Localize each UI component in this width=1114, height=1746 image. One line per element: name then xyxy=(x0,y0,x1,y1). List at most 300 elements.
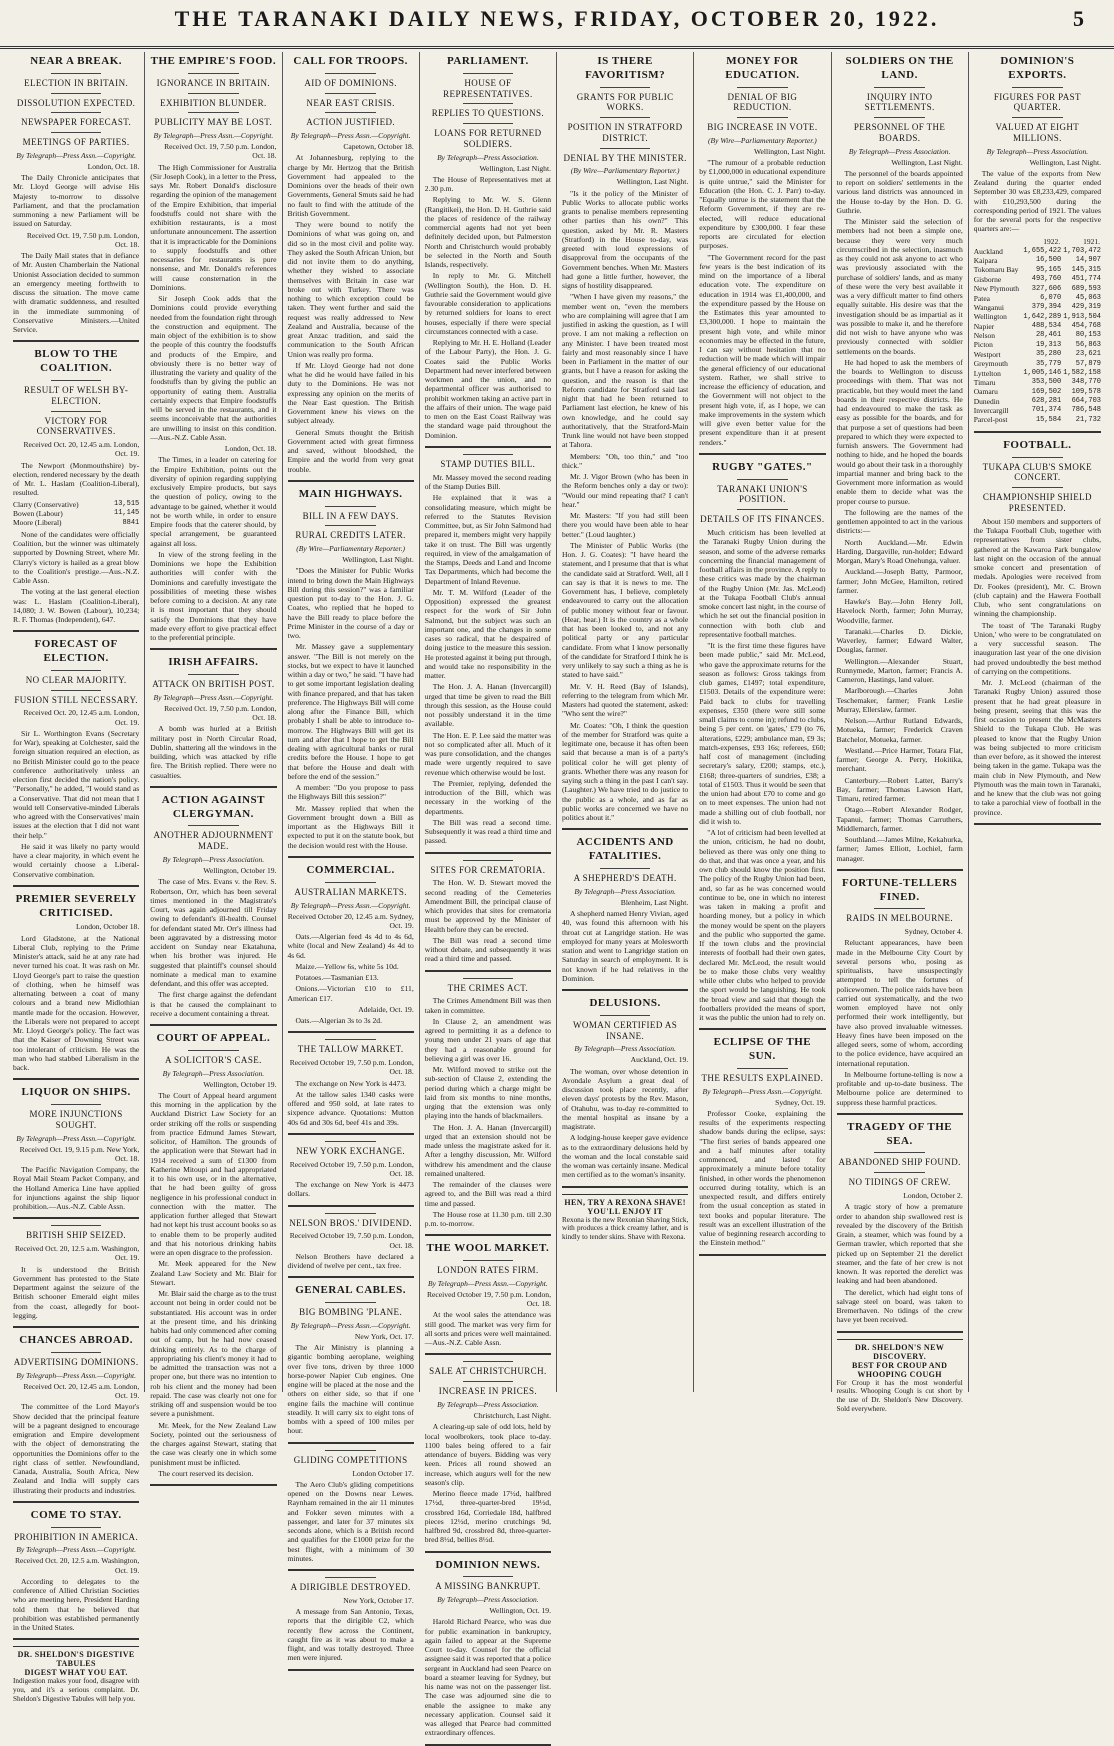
divider-rule xyxy=(51,1104,102,1105)
wire-credit: By Telegraph—Press Assn.—Copyright. xyxy=(16,1133,136,1143)
paragraph: "A lot of criticism had been levelled at the union, criticism, he had no doubt, believed as there was only one thing to do that, and that was once a year, and his own club should know the position first. The policy of the Rugby Union had been, and, so far as he was concerned would continue to be, one in which no interest was taken in making a profit and hoarding money, but a policy in which the money would be spent on the players and the public who supported the game. If the town clubs and the provincial interests of football had their own gates, declared Mr. McLeod, the result would be to make those clubs very wealthy while other clubs who helped to provide the sport would be languishing. He took the broad view and said that though the footballers provided the means of sport, it was the public the union had to rely on. xyxy=(699,828,826,1023)
article-headline: ACCIDENTS AND FATALITIES. xyxy=(576,836,674,863)
article-subheading: DETAILS OF ITS FINANCES. xyxy=(700,514,825,525)
table-cell: 1,655,422 xyxy=(1023,247,1062,255)
paragraph: "When I have given my reasons," the member went on, "even the members who are complaining will agree that I am justified in asking the question, as I will prove. I am not making a reflection on any Minister. I have been treated most fairly and most reasonably since I have been in Parliament in the matter of our grants, but I have a reason for asking the question, and the reason is that the Reform candidate for Stratford said last night that had he been returned to Parliament last election, he knew of his own knowledge, and he could say authoritatively, that the Stratford-Main Trunk line would not have been stopped at Tahora. xyxy=(562,292,689,450)
divider-rule xyxy=(51,380,102,381)
wire-credit: (By Wire—Parliamentary Reporter.) xyxy=(570,166,680,176)
article-subheading: PERSONNEL OF THE BOARDS. xyxy=(853,122,946,143)
divider-rule xyxy=(737,509,788,510)
paragraph: None of the candidates were officially Coalition, but the winner was ultimately supported by Downing Street, where Mr. Clarry's victory is hailed as a great blow to the Coalition's prestige.—Aus.-N.Z. Cable Assn. xyxy=(13,529,140,585)
article xyxy=(13,55,139,342)
divider-rule xyxy=(325,525,376,526)
paragraph: He said it was likely no party would have a clear majority, in which event he would certainly choose a Liberal-Conservative combination. xyxy=(13,841,140,879)
article xyxy=(837,55,963,871)
divider-rule xyxy=(51,132,102,133)
dateline: Adelaide, Oct. 19. xyxy=(358,1004,414,1014)
article-separator xyxy=(425,852,551,854)
article-separator xyxy=(288,1569,414,1571)
article-subheading: ABANDONED SHIP FOUND. xyxy=(838,1157,961,1168)
paragraph: "Does the Minister for Public Works intend to bring down the Main Highways Bill during this session?" was a familiar question put to-day to the Hon. J. G. Coates, who replied that he hoped to have the Bill ready to place before the Prime Minister in the course of a day or two. xyxy=(287,566,414,641)
news-column xyxy=(694,52,831,1392)
table-cell: 628,281 xyxy=(1031,397,1062,405)
paragraph: Sir Joseph Cook adds that the Dominions could provide everything needed from the foundation right through the construction and equipment. The main object of the exhibition is to show the people of this country the foodstuffs and products of the Empire, and obviously there is no better way of illustrating the variety and quality of the foodstuffs than by giving the public an opportunity of eating them. Australia certainly expects that Empire foodstuffs will be served in the restaurants, and it seems inconceivable that the authorities are unwilling to insist on this condition.—Aus.-N.Z. Cable Assn. xyxy=(150,294,277,442)
ad-title: DR. SHELDON'S NEW DISCOVERY. xyxy=(854,1342,945,1361)
article xyxy=(425,1559,551,1746)
article-subheading: THE RESULTS EXPLAINED. xyxy=(701,1072,824,1083)
news-column xyxy=(832,52,969,1413)
article-subheading: NO TIDINGS OF CREW. xyxy=(848,1177,951,1188)
table-cell: 786,548 xyxy=(1071,406,1101,415)
advertisement xyxy=(562,1194,688,1242)
dateline: Wellington, Last Night. xyxy=(891,157,963,167)
article-body xyxy=(699,528,825,1022)
article-body xyxy=(974,158,1101,234)
advertisement xyxy=(13,1646,139,1703)
dateline: Wellington, October 19. xyxy=(203,866,277,876)
table-row xyxy=(974,340,1101,349)
table-header-row xyxy=(974,236,1101,247)
wire-credit: By Telegraph—Press Assn.—Copyright. xyxy=(290,1320,411,1330)
article-subheading: SITES FOR CREMATORIA. xyxy=(430,864,546,875)
table-row xyxy=(974,378,1101,387)
dateline: London, October 2. xyxy=(903,1191,963,1201)
table-header-cell: 1921. xyxy=(1083,236,1100,246)
article-body xyxy=(425,1411,551,1545)
table-cell: 28,461 xyxy=(1035,331,1062,340)
table-cell: 701,374 xyxy=(1031,406,1062,415)
dateline: Received Oct. 19, 7.50 p.m. London, Oct. 18. xyxy=(164,703,277,723)
dateline: Wellington, October 19. xyxy=(203,1079,277,1089)
divider-rule xyxy=(463,123,514,124)
paragraph: Mr. T. M. Wilford (Leader of the Opposition) expressed the greatest respect for the work of Sir John Salmond, but the subject was such an important one, and the changes in some cases so radical, that he despaired of doing justice to the measure this session. He protested against it being put through, and would take no responsibility in the matter. xyxy=(424,587,551,681)
article xyxy=(562,55,688,830)
article-headline: ECLIPSE OF THE SUN. xyxy=(713,1036,812,1063)
paragraph: Much criticism has been levelled at the Taranaki Rugby Union during the season, and some of the adverse remarks concerning the financial management of football affairs in the province. A reply to these critics was made by the chairman of the Rugby Union (Mr. Jas. McLeod) at the Tukapa Football Club's annual smoke concert last night, in the course of which he set out the financial position in connection with both club and representative football matches. xyxy=(699,528,826,639)
table-cell: Auckland xyxy=(973,246,1003,256)
table-cell: 109,578 xyxy=(1071,387,1101,396)
article-subheading: FUSION STILL NECESSARY. xyxy=(14,694,138,705)
article xyxy=(288,1141,414,1207)
article-subheading: LOANS FOR RETURNED SOLDIERS. xyxy=(434,128,542,149)
article-body xyxy=(425,1290,551,1348)
article xyxy=(699,461,825,1030)
table-row xyxy=(974,415,1101,424)
article xyxy=(13,1225,139,1328)
article xyxy=(150,656,276,788)
table-cell: 15,584 xyxy=(1035,415,1062,424)
table-cell: Timaru xyxy=(973,377,996,387)
article-subheading: ELECTION IN BRITAIN. xyxy=(24,77,129,88)
article xyxy=(974,55,1101,433)
article xyxy=(837,1121,963,1333)
wire-credit: By Telegraph—Press Association. xyxy=(986,146,1089,156)
dateline: Wellington, Last Night. xyxy=(753,146,826,156)
dateline: Received Oct. 20, 12.45 a.m. London, Oct. 19. xyxy=(23,708,140,727)
article-subheading: BIG INCREASE IN VOTE. xyxy=(707,122,818,133)
paragraph: "The rumour of a probable reduction by £1,000,000 in educational expenditure is quite untrue," said the Minister for Education (the Hon. C. J. Parr) to-day. "Equally untrue is the statement that the Reform Government, if they are re-elected, will reduce educational expenditure by £300,000. I fear these reports are circulated for election purposes. xyxy=(699,158,826,251)
table-row xyxy=(974,350,1101,359)
ad-subtitle: BEST FOR CROUP AND WHOOPING COUGH xyxy=(851,1360,948,1379)
table-row xyxy=(974,284,1101,293)
paragraph: The Bill was read a second time without debate, and subsequently it was read a third time and passed. xyxy=(424,935,551,964)
wire-credit: By Telegraph—Press Assn.—Copyright. xyxy=(290,900,411,910)
wire-credit: By Telegraph—Press Assn.—Copyright. xyxy=(290,131,411,141)
paragraph: Mr. Meek, for the New Zealand Law Society, pointed out the seriousness of the charges against Stewart, stating that the case was clearly one in which some punishment must be inflicted. xyxy=(150,1420,277,1467)
table-cell: Kaipara xyxy=(973,256,998,266)
article-body xyxy=(13,1145,139,1212)
article-separator xyxy=(562,989,688,991)
paragraph: General Smuts thought the British Government acted with great firmness and saved, without bloodshed, the Empire and the world from very great trouble. xyxy=(287,427,414,474)
stats-table xyxy=(974,236,1101,425)
article-body xyxy=(562,898,688,983)
wire-credit: (By Wire—Parliamentary Reporter.) xyxy=(708,135,817,145)
article-headline: CALL FOR TROOPS. xyxy=(293,55,408,67)
article-subheading: A SOLICITOR'S CASE. xyxy=(164,1054,262,1065)
article-headline: RUGBY "GATES." xyxy=(712,460,813,473)
article xyxy=(288,1450,414,1571)
table-header-cell xyxy=(974,236,1022,247)
dateline: Wellington, Last Night. xyxy=(342,555,414,565)
article-headline: IRISH AFFAIRS. xyxy=(168,656,259,669)
article xyxy=(837,877,963,1115)
table-cell: New Plymouth xyxy=(973,284,1019,294)
table-cell: 14,907 xyxy=(1075,256,1101,265)
article-headline: BLOW TO THE COALITION. xyxy=(34,348,118,375)
table-cell: Picton xyxy=(973,340,993,350)
article-headline: DOMINION NEWS. xyxy=(435,1558,541,1571)
paragraph: The Premier, replying, defended the introduction of the Bill, which was necessary in the working of the departments. xyxy=(424,778,551,816)
table-cell: 1,005,146 xyxy=(1023,368,1062,377)
paragraph: Replying to Mr. H. E. Holland (Leader of the Labour Party), the Hon. J. G. Coates said the Public Works Department had never interfered between workmen and the union, and no departmental officer was authorised to prohibit workmen taking an active part in the affairs of their union. The wage paid to men on the East Coast Railway was the standard wage paid throughout the Dominion. xyxy=(424,338,551,440)
paragraph: Replying to Mr. W. S. Glenn (Rangitikei), the Hon. D. H. Guthrie said the places of residence of the railway commercial agents had not yet been definitely decided upon, but Palmerston North and Christchurch would probably be selected in the North and South Islands, respectively. xyxy=(424,195,551,270)
paragraph: Westland.—Price Harmer, Totara Flat, farmer; George A. Perry, Hokitika, merchant. xyxy=(836,745,963,774)
article xyxy=(425,1242,551,1355)
table-cell: 348,770 xyxy=(1071,378,1101,387)
article-body xyxy=(288,555,414,850)
dateline: Wellington, Last Night. xyxy=(616,177,689,187)
paragraph: Mr. J. McLeod (chairman of the Taranaki Rugby Union) assured those present that he had great pleasure in being present, seeing that this was the first occasion to present the McMasters Shield to the Tukapa Club. He was pleased to know that the Rugby Union was being subjected to more criticism than ever before, as it showed the interest being taken in the game. Tukapa was the main club in New Plymouth, and New Plymouth was the main town in Taranaki, and he knew that the club was not going to take a parochial view of football in the province. xyxy=(973,678,1101,817)
paragraph: The Daily Chronicle anticipates that Mr. Lloyd George will advise His Majesty to-morrow to dissolve Parliament, and that the proclamation summoning a new Parliament will be issued on Saturday. xyxy=(13,173,140,229)
table-cell: Lyttelton xyxy=(973,368,1001,378)
article-separator xyxy=(288,1442,414,1444)
article xyxy=(699,1036,825,1255)
article-subheading: STAMP DUTIES BILL. xyxy=(440,458,536,469)
article-separator xyxy=(425,446,551,448)
article-subheading: IGNORANCE IN BRITAIN. xyxy=(156,77,271,88)
advertisement xyxy=(837,1339,963,1414)
article-subheading: WOMAN CERTIFIED AS INSANE. xyxy=(573,1019,678,1041)
wire-credit: By Telegraph—Press Assn.—Copyright. xyxy=(16,1545,136,1555)
article xyxy=(288,488,414,858)
article-headline: PREMIER SEVERELY CRITICISED. xyxy=(15,892,137,919)
article-separator xyxy=(837,869,963,871)
table-cell: Tokomaru Bay xyxy=(973,265,1019,275)
paragraph: Professor Cooke, explaining the results of the experiments respecting shadow bands during the eclipse, says: "The first series of bands appeared one and a half minutes after totality commenced, and lasted for approximately a minute before totality finished, in other words the phenomenon occurred during totality, which is an unexpected result, and differs entirely from the usual conception as stated in text books and popular literature. The result was an excellent illustration of the value of beginning research according to the Einstein method." xyxy=(699,1108,826,1248)
dateline: Sydney, Oct. 19. xyxy=(775,1097,826,1107)
paragraph: The case of Mrs. Evans v. the Rev. S. Robertson, Orr, which has been several times mentioned in the Magistrate's Court, was again adjourned till Friday owing to defendant's ill-health. Counsel for defendant stated Mr. Orr's illness had been aggravated by a distressing motor accident on Sunday near Ekatahuna, when his brother was injured. He suggested that plaintiff's counsel should nominate a medical man to examine defendant, and this offer was accepted. xyxy=(150,877,277,989)
article-body xyxy=(837,927,963,1107)
article-separator xyxy=(13,1326,139,1328)
divider-rule xyxy=(600,87,651,88)
paragraph: The Newport (Monmouthshire) by-election, rendered necessary by the death of Mr. L. Haslam (Coalition-Liberal), resulted. xyxy=(13,460,140,498)
paragraph: The Times, in a leader on catering for the Empire Exhibition, points out the diversity of opinion regarding supplying exclusively Empire products, but says the question of policy, owing to the advantage to be gained, whether it would not be worth while, in order to ensure Empire foods that the caterer should, by special arrangement, be guaranteed against all loss. xyxy=(150,455,277,548)
divider-rule xyxy=(874,1172,925,1173)
paragraph: The Crimes Amendment Bill was then taken in committee. xyxy=(424,996,551,1015)
article-subheading: NEW YORK EXCHANGE. xyxy=(296,1145,406,1156)
article xyxy=(150,794,276,1026)
article-body xyxy=(13,1244,139,1320)
table-cell: 1,642,289 xyxy=(1023,312,1062,321)
table-cell: 327,606 xyxy=(1031,284,1062,293)
article xyxy=(562,997,688,1188)
divider-rule xyxy=(737,117,788,118)
dateline: Received October 19, 7.50 p.m. London, Oct. 18. xyxy=(289,1159,414,1178)
ad-subtitle: DIGEST WHAT YOU EAT. xyxy=(24,1668,128,1678)
article-body xyxy=(13,162,139,335)
divider-rule xyxy=(188,112,239,113)
table-row xyxy=(13,509,139,518)
article-subheading: POSITION IN STRATFORD DISTRICT. xyxy=(567,122,683,143)
wire-credit: By Telegraph—Press Assn.—Copyright. xyxy=(428,1278,548,1288)
article-headline: TRAGEDY OF THE SEA. xyxy=(847,1120,953,1147)
article-subheading: RURAL CREDITS LATER. xyxy=(295,530,406,541)
paragraph: Nelson.—Arthur Rutland Edwards, Motueka, farmer; Frederick Craven Batchelor, Motueka, farmer. xyxy=(836,716,963,744)
article-body xyxy=(288,1231,414,1270)
table-row xyxy=(974,369,1101,378)
table-cell: 23,621 xyxy=(1075,350,1101,359)
paragraph: Nelson Brothers have declared a dividend of twelve per cent., tax free. xyxy=(287,1251,414,1271)
article-separator xyxy=(425,1744,551,1746)
divider-rule xyxy=(325,1302,376,1303)
table-row xyxy=(974,359,1101,368)
paragraph: At the wool sales the attendance was still good. The market was very firm for all sorts and prices were well maintained.—Aus.-N.Z. Cable Assn. xyxy=(424,1310,551,1348)
paragraph: The Hon. J. A. Hanan (Invercargill) urged that an extension should not be made unless the magistrate asked for it. After a lengthy discussion, Mr. Wilford withdrew his amendment and the clause remained unaltered. xyxy=(424,1122,551,1178)
paragraph: The Court of Appeal heard argument this morning in the application by the Auckland District Law Society for an order striking off the rolls or suspending from practice Edmund James Stewart, solicitor, of Hamilton. The grounds of the application were that Stewart had in 1914 received a sum of £1300 from Katherine Mitoupi and had appropriated it to his own use, or in the alternative, that he had been guilty of gross negligence in his professional conduct in connection with the matter. The application further alleged that Stewart had not kept his trust account books so as to enable them to be properly audited and that his notorious drinking habits were an open disgrace to the profession. xyxy=(150,1090,277,1258)
article xyxy=(13,348,139,632)
article-separator xyxy=(288,1276,414,1278)
ad-body: For Croup it has the most wonderful results. Whooping Cough is cut short by the use of Dr. Sheldon's New Discovery. Sold everywhere. xyxy=(836,1378,963,1413)
table-cell: 379,394 xyxy=(1031,303,1062,312)
article-separator xyxy=(13,1217,139,1219)
dateline: Received October 20, 12.45 a.m. Sydney, Oct. 19. xyxy=(287,911,414,930)
article-headline: CHANCES ABROAD. xyxy=(19,1334,134,1347)
divider-rule xyxy=(463,73,514,74)
table-row xyxy=(13,518,139,527)
article-headline: THE EMPIRE'S FOOD. xyxy=(150,55,277,67)
article-subheading: TARANAKI UNION'S POSITION. xyxy=(717,483,808,505)
article-subheading: THE TALLOW MARKET. xyxy=(297,1044,404,1055)
paragraph: Mr. Masters: "If you had still been there you would have been able to hear better." (Loud laughter.) xyxy=(562,511,689,539)
paragraph: The House of Representatives met at 2.30 p.m. xyxy=(424,174,551,194)
article-headline: FORTUNE-TELLERS FINED. xyxy=(841,876,958,903)
table-cell: Napier xyxy=(973,321,995,331)
article-separator xyxy=(150,1024,276,1026)
table-row xyxy=(974,247,1101,256)
article xyxy=(425,978,551,1237)
article-separator xyxy=(288,856,414,858)
article xyxy=(562,836,688,991)
divider-rule xyxy=(325,1213,376,1214)
ad-body: Indigestion makes your food, disagree with you, and it's a serious complaint. Dr. Sheldon's Digestive Tabules will help you. xyxy=(13,1677,140,1703)
paragraph: The toast of 'The Taranaki Rugby Union,' who were to be congratulated on a very successful season. The inauguration last year of the one division had proved undoubtedly the best method of carrying on the competitions. xyxy=(973,620,1101,676)
article-separator xyxy=(13,630,139,632)
article-subheading: INCREASE IN PRICES. xyxy=(438,1386,538,1397)
paragraph: Mr. Wilford moved to strike out the sub-section of Clause 2, extending the period during which a charge might be laid from six months to nine months, urging that the extension was only playing into the hands of blackmailers. xyxy=(424,1065,551,1121)
article-separator xyxy=(13,340,139,342)
article-subheading: ATTACK ON BRITISH POST. xyxy=(152,679,275,690)
article-separator xyxy=(150,648,276,650)
article-separator xyxy=(425,1353,551,1355)
article xyxy=(425,454,551,854)
paragraph: The Hon. E. P. Lee said the matter was not so complicated after all. Much of it was pure consolidation, and the changes made were urgently required to save revenue which otherwise would be lost. xyxy=(424,730,551,777)
article-separator xyxy=(425,970,551,972)
article-subheading: DENIAL BY THE MINISTER. xyxy=(563,152,687,163)
article xyxy=(150,55,276,650)
divider-rule xyxy=(874,87,925,88)
paragraph: Mr. Blair said the charge as to the trust account not being in order could not be substantiated. His account was in order at the present time, and his drinking habits had only commenced after coming out of camp, but he had now ceased drinking entirely. As to the charge of appropriating his client's money it had to be admitted the transaction was not a proper one, but there was no intention to rob his client and the money had been repaid. The case was clearly not one for striking off and suspension would be too severe a punishment. xyxy=(150,1289,277,1419)
article-subheading: A MISSING BANKRUPT. xyxy=(435,1581,541,1592)
paragraph: The exchange on New York is 4473. xyxy=(295,1078,407,1088)
article-headline: THE WOOL MARKET. xyxy=(426,1242,550,1255)
paragraph: He explained that it was a consolidating measure, which might be referred to the Statutes Revision Committee, but, as Sir John Salmond had prepared it, members might very happily take it on trust. The Bill was urgently required, in view of the amalgamation of the Stamps, Deeds and Land and Income Tax Departments, which had become the Department of Inland Revenue. xyxy=(424,493,551,586)
table-cell: 35,280 xyxy=(1035,350,1062,359)
article-body xyxy=(288,1596,414,1663)
stats-table xyxy=(13,500,139,528)
table-cell: 145,315 xyxy=(1071,265,1101,274)
dateline: Wellington, Oct. 19. xyxy=(489,1606,551,1616)
paragraph: Oats.—Algerian 3s to 3s 2d. xyxy=(295,1016,382,1026)
wire-credit: By Telegraph—Press Association. xyxy=(848,146,951,156)
news-column xyxy=(969,52,1106,1392)
article xyxy=(699,55,825,455)
divider-rule xyxy=(1012,457,1063,458)
article xyxy=(13,1334,139,1503)
article xyxy=(288,864,414,1033)
paragraph: Onions.—Victorian £10 to £11, American £17. xyxy=(287,984,414,1003)
article-subheading: PUBLICITY MAY BE LOST. xyxy=(154,117,273,128)
article xyxy=(288,55,414,482)
paragraph: The High Commissioner for Australia (Sir Joseph Cook), in a letter to the Press, says Mr. Robert Donald's disclosure regarding the opinion of the management of the Empire Exhibition, that imperial foodstuffs could not share with the exhibition restaurants, is a most unfortunate announcement. The assertion that it is impracticable for the Dominions to supply foodstuffs and other necessaries for restaurants is pure nonsense, and Mr. Donald's references will cause consternation in the Dominions. xyxy=(150,162,277,292)
article-subheading: VICTORY FOR CONSERVATIVES. xyxy=(36,415,116,437)
table-cell: 451,774 xyxy=(1071,275,1101,284)
dateline: Received October 19, 7.50 p.m. London, Oct. 18. xyxy=(289,1058,414,1077)
paragraph: A lodging-house keeper gave evidence as to the extraordinary delusions held by the woman and the local constable said the woman was certainly insane. Medical men certified as to the woman's insanity. xyxy=(562,1133,689,1180)
divider-rule xyxy=(325,1141,376,1142)
divider-rule xyxy=(874,908,925,909)
paragraph: At the tallow sales 1340 casks were offered and 950 sold, at late rates to sixpence advance. Quotations: Mutton 40s 6d and 30s 6d, beef 41s and 39s. xyxy=(287,1089,414,1127)
article-subheading: INQUIRY INTO SETTLEMENTS. xyxy=(864,91,935,113)
table-cell: 35,779 xyxy=(1035,359,1062,368)
article-subheading: NELSON BROS.' DIVIDEND. xyxy=(289,1217,413,1228)
ad-body: Rexona is the new Rexonian Shaving Stick, with produces a thick creamy lather, and is kindly to tender skins. Shave with Rexona. xyxy=(562,1215,689,1241)
article-separator xyxy=(425,1234,551,1236)
paragraph: The Minister of Public Works (the Hon. J. G. Coates): "I have heard the statement, and I presume that that is what the candidate said at Stratford. Well, all I can say is that it is news to me. The Government has, I believe, completely endeavoured to carry out the allocation of public money without fear or favour. (Hear, hear.) It is the country as a whole that has been looked to, and not any political party or any particular candidate. From what I know personally of the candidate for Stratford I think he is very unlikely to say such a thing as he is stated to have said." xyxy=(562,540,689,680)
article-subheading: A SHEPHERD'S DEATH. xyxy=(573,872,677,883)
article-separator xyxy=(150,1484,276,1486)
article-subheading: ADVERTISING DOMINIONS. xyxy=(13,1356,139,1367)
wire-credit: By Telegraph—Press Association. xyxy=(574,1044,676,1054)
divider-rule xyxy=(325,93,376,94)
table-cell: Invercargill xyxy=(973,406,1009,416)
paragraph: The first charge against the defendant is that he caused the complainant to receive a document containing a threat. xyxy=(150,990,277,1018)
article-body xyxy=(974,517,1101,817)
article-subheading: NEAR EAST CRISIS. xyxy=(306,97,395,108)
article-subheading: LONDON RATES FIRM. xyxy=(437,1265,539,1276)
divider-rule xyxy=(463,1260,514,1261)
wire-credit: By Telegraph—Press Association. xyxy=(162,1068,265,1078)
paragraph: A member: "Do you propose to pass the Highways Bill this session?" xyxy=(287,783,414,802)
article-body xyxy=(425,996,551,1228)
article-separator xyxy=(288,1031,414,1033)
dateline: Sydney, October 4. xyxy=(904,927,963,937)
paragraph: The following are the names of the gentlemen appointed to act in the various districts:— xyxy=(836,507,963,536)
table-cell: 45,063 xyxy=(1075,293,1101,302)
paragraph: In Clause 2, an amendment was agreed to permitting it as a defence to young men under 21 years of age that they had a reasonable ground for believing a girl was over 16. xyxy=(424,1016,551,1063)
divider-rule xyxy=(325,882,376,883)
paragraph: In Melbourne fortune-telling is now a profitable and up-to-date business. The Melbourne police are determined to suppress these harmful practices. xyxy=(836,1069,963,1107)
article-subheading: EXHIBITION BLUNDER. xyxy=(160,97,267,108)
table-row xyxy=(13,500,139,509)
table-row xyxy=(974,294,1101,303)
table-cell: 16,500 xyxy=(1035,256,1062,265)
article-body xyxy=(13,708,139,879)
divider-rule xyxy=(51,73,102,74)
table-row xyxy=(974,256,1101,265)
divider-rule xyxy=(1012,487,1063,488)
article xyxy=(288,1577,414,1671)
article-subheading: GLIDING COMPETITIONS xyxy=(293,1454,408,1465)
paragraph: The Daily Mail states that in defiance of Mr. Austen Chamberlain the National Unionist Association decided to summon an emergency meeting forthwith to discuss the situation. The move came with dramatic suddenness, and resulted in the immediate summoning of Conservative Ministers.—United Service. xyxy=(13,251,140,335)
divider-rule xyxy=(51,670,102,671)
divider-rule xyxy=(188,93,239,94)
article-separator xyxy=(13,1638,139,1640)
table-cell: 488,534 xyxy=(1031,322,1062,330)
table-cell: 21,732 xyxy=(1075,415,1101,424)
news-column xyxy=(145,52,282,1478)
article-separator xyxy=(699,453,825,455)
article-subheading: FIGURES FOR PAST QUARTER. xyxy=(993,91,1081,113)
article-separator xyxy=(974,823,1101,825)
paragraph: Mr. Massey moved the second reading of the Stamp Duties Bill. xyxy=(424,472,551,492)
paragraph: The remainder of the clauses were agreed to, and the Bill was read a third time and passed. xyxy=(424,1180,551,1208)
divider-rule xyxy=(463,1576,514,1577)
paragraph: Members: "Oh, too thin," and "too thick." xyxy=(562,451,689,470)
divider-rule xyxy=(51,690,102,691)
table-cell: Bowen (Labour) xyxy=(13,509,63,518)
paragraph: Maize.—Yellow 6s, white 5s 10d. xyxy=(295,961,399,971)
paragraph: Auckland.—Joseph Batty, Parmoor, farmer; John McGee, Hamilton, retired farmer. xyxy=(836,567,963,595)
divider-rule xyxy=(325,506,376,507)
article-body xyxy=(837,1191,963,1325)
divider-rule xyxy=(325,1450,376,1451)
divider-rule xyxy=(51,1225,102,1226)
article-separator xyxy=(288,480,414,482)
table-cell: Moore (Liberal) xyxy=(13,518,62,528)
wire-credit: By Telegraph—Press Association. xyxy=(437,1400,539,1410)
table-cell: 57,879 xyxy=(1075,359,1101,368)
table-row xyxy=(974,331,1101,340)
article xyxy=(425,1361,551,1552)
article xyxy=(13,638,139,887)
news-column xyxy=(8,52,145,1703)
paragraph: Canterbury.—Robert Latter, Barry's Bay, farmer; Thomas Lawson Hart, Timaru, retired farmer. xyxy=(836,775,963,804)
dateline: Capetown, October 18. xyxy=(343,142,414,152)
table-cell: Clarry (Conservative) xyxy=(13,499,79,509)
article-subheading: SALE AT CHRISTCHURCH. xyxy=(429,1366,547,1377)
paragraph: Mr. Meek appeared for the New Zealand Law Society and Mr. Blair for Stewart. xyxy=(150,1259,277,1287)
article-headline: PARLIAMENT. xyxy=(446,55,529,67)
